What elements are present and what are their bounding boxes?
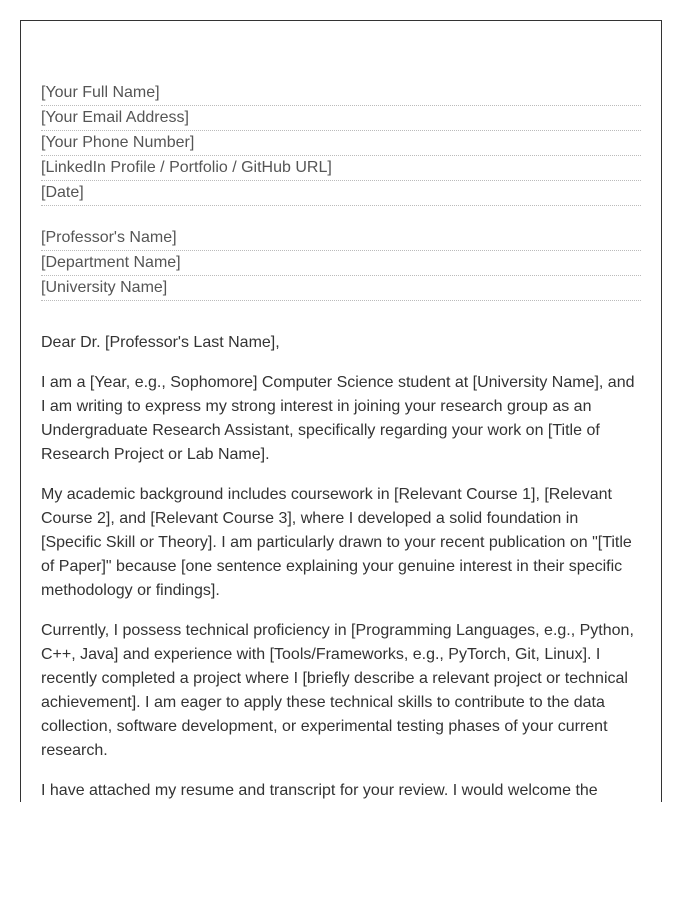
salutation: Dear Dr. [Professor's Last Name], [41,334,280,351]
sender-block [41,81,641,206]
university-name-field[interactable]: [University Name] [41,276,641,301]
sender-full-name-field[interactable]: [Your Full Name] [41,81,641,106]
sender-phone-field[interactable]: [Your Phone Number] [41,131,641,156]
recipient-block [41,226,641,301]
department-name-field[interactable]: [Department Name] [41,251,641,276]
professor-name-field[interactable]: [Professor's Name] [41,226,641,251]
letter-content [41,81,641,802]
sender-profile-url-field[interactable]: [LinkedIn Profile / Portfolio / GitHub URL] [41,156,641,181]
sender-email-field[interactable]: [Your Email Address] [41,106,641,131]
body-paragraph-3: Currently, I possess technical proficiency in [Programming Languages, e.g., Python, C++, Java] and experience with [Tools/Frameworks, e.g., PyTorch, Git, Linux]. I recently completed a project where I [briefly describe a relevant project or technical achievement]. I am eager to apply these technical skills to contribute to the data collection, software development, or experimental testing phases of your current research. [41,622,634,759]
body-paragraph-4: I have attached my resume and transcript for your review. I would welcome the [41,782,598,799]
body-paragraph-1: I am a [Year, e.g., Sophomore] Computer Science student at [University Name], and I am writing to express my strong interest in joining your research group as an Undergraduate Research Assistant, specifically regarding your work on [Title of Research Project or Lab Name]. [41,374,635,463]
letter-date-field[interactable]: [Date] [41,181,641,206]
letter-page [20,20,662,802]
body-paragraph-2: My academic background includes coursework in [Relevant Course 1], [Relevant Course 2], and [Relevant Course 3], where I developed a solid foundation in [Specific Skill or Theory]. I am particularly drawn to your recent publication on "[Title of Paper]" because [one sentence explaining your genuine interest in their specific methodology or findings]. [41,486,632,599]
